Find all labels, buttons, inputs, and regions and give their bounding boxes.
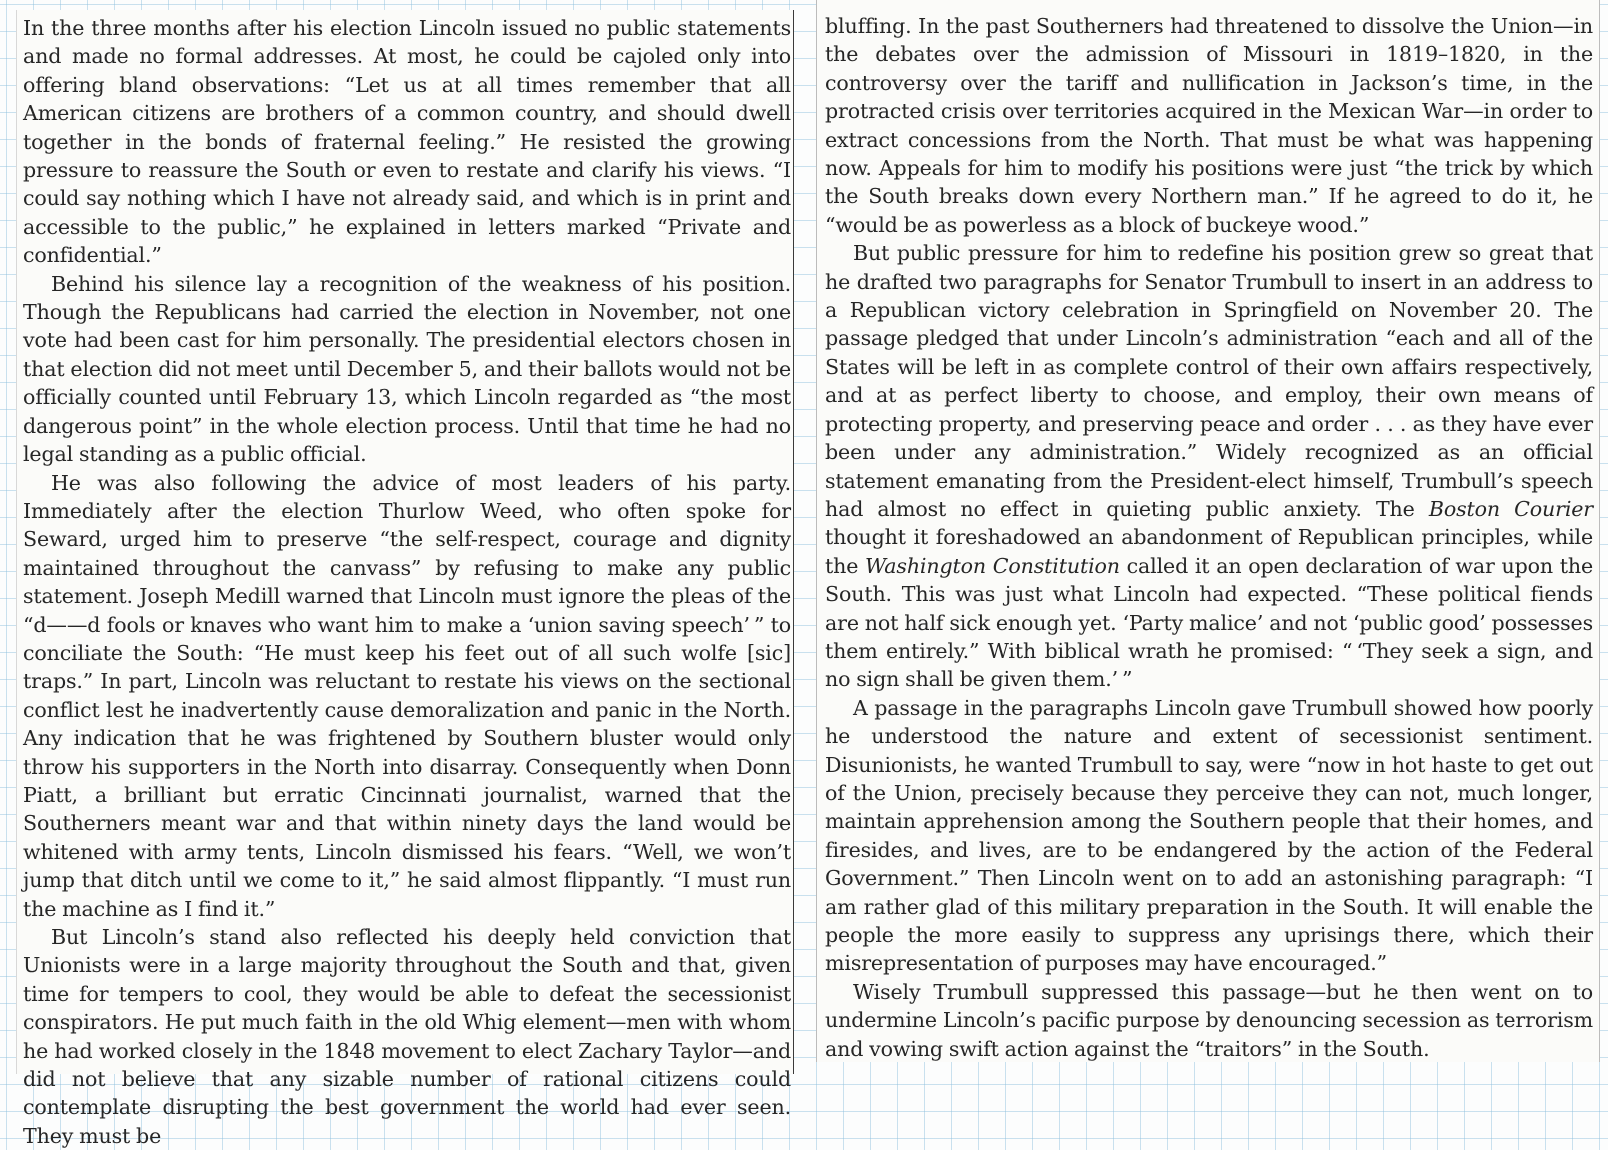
newspaper-title-washington-constitution: Washington Constitution [865,553,1120,578]
paragraph-text: thought it foreshadowed an abandonment of Republican principles, while the [825,525,1593,578]
left-clipping [16,10,794,1148]
left-paragraph-4: But Lincoln’s stand also reflected his deeply held conviction that Unionists were in a large majority throughout the South and that, given time for tempers to cool, they would be able to defeat the secessionist conspirators. He put much faith in the old Whig element—men with whom he had worked closely in the 1848 movement to elect Zachary Taylor—and did not believe that any sizable number of rational citizens could contemplate disrupting the best government the world had ever seen. They must be [23,925,791,1148]
left-paragraph-3: He was also following the advice of most leaders of his party. Immediately after the election Thurlow Weed, who often spoke for Seward, urged him to preserve “the self-respect, courage and dignity maintained throughout the canvass” by refusing to make any public statement. Joseph Medill warned that Lincoln must ignore the pleas of the “d——d fools or knaves who want him to make a ‘union saving speech’ ” to conciliate the South: “He must keep his feet out of all such wolfe [sic] traps.” In part, Lincoln was reluctant to restate his views on the sectional conflict lest he inadvertently cause demoralization and panic in the North. Any indication that he was frightened by Southern bluster would only throw his supporters in the North into disarray. Consequently when Donn Piatt, a brilliant but erratic Cincinnati journalist, warned that the Southerners meant war and that within ninety days the land would be whitened with army tents, Lincoln dismissed his fears. “Well, we won’t jump that ditch until we come to it,” he said almost flippantly. “I must run the machine as I find it.” [23,470,791,921]
right-paragraph-4: Wisely Trumbull suppressed this passage—but he then went on to undermine Lincoln’s pacific purpose by denouncing secession as terrorism and vowing swift action against the “traitors” in the South. [825,979,1593,1061]
paragraph-text: called it an open declaration of war upon the South. This was just what Lincoln had expected. “These political fiends are not half sick enough yet. ‘Party malice’ and not ‘public good’ possesses them entirely.” With biblical wrath he promised: “ ‘They seek a sign, and no sign shall be given them.’ ” [825,553,1593,692]
right-paragraph-2 [825,239,1593,694]
right-paragraph-3: A passage in the paragraphs Lincoln gave Trumbull showed how poorly he understood the nature and extent of secessionist sentiment. Disunionists, he wanted Trumbull to say, were “now in hot haste to get out of the Union, precisely because they perceive they can not, much longer, maintain apprehension among the Southern people that their homes, and firesides, and lives, are to be endangered by the action of the Federal Government.” Then Lincoln went on to add an astonishing paragraph: “I am rather glad of this military preparation in the South. It will enable the people the more easily to suppress any uprisings there, which their misrepresentation of purposes may have encouraged.” [825,695,1593,976]
right-clipping [816,0,1600,1062]
right-paragraph-1: bluffing. In the past Southerners had threatened to dissolve the Union—in the debates over the admission of Missouri in 1819–1820, in the controversy over the tariff and nullification in Jackson’s time, in the protracted crisis over territories acquired in the Mexican War—in order to extract concessions from the North. That must be what was happening now. Appeals for him to modify his positions were just “the trick by which the South breaks down every Northern man.” If he agreed to do it, he “would be as powerless as a block of buckeye wood.” [825,14,1593,237]
left-paragraph-1: In the three months after his election Lincoln issued no public statements and made no formal addresses. At most, he could be cajoled only into offering bland observations: “Let us at all times remember that all American citizens are brothers of a common country, and should dwell together in the bonds of fraternal feeling.” He resisted the growing pressure to reassure the South or even to restate and clarify his views. “I could say nothing which I have not already said, and which is in print and accessible to the public,” he explained in letters marked “Private and confidential.” [23,16,791,268]
newspaper-title-boston-courier: Boston Courier [1428,496,1593,521]
left-paragraph-2: Behind his silence lay a recognition of the weakness of his position. Though the Republicans had carried the election in November, not one vote had been cast for him personally. The presidential electors chosen in that election did not meet until December 5, and their ballots would not be officially counted until February 13, which Lincoln regarded as “the most dangerous point” in the whole election process. Until that time he had no legal standing as a public official. [23,271,791,467]
paragraph-text: But public pressure for him to redefine his position grew so great that he drafted two paragraphs for Senator Trumbull to insert in an address to a Republican victory celebration in Springfield on November 20. The passage pledged that under Lincoln’s administration “each and all of the States will be left in as complete control of their own affairs respectively, and at as perfect liberty to choose, and employ, their own means of protecting property, and preserving peace and order . . . as they have ever been under any administration.” Widely recognized as an official statement emanating from the President-elect himself, Trumbull’s speech had almost no effect in quieting public anxiety. The [825,241,1593,521]
